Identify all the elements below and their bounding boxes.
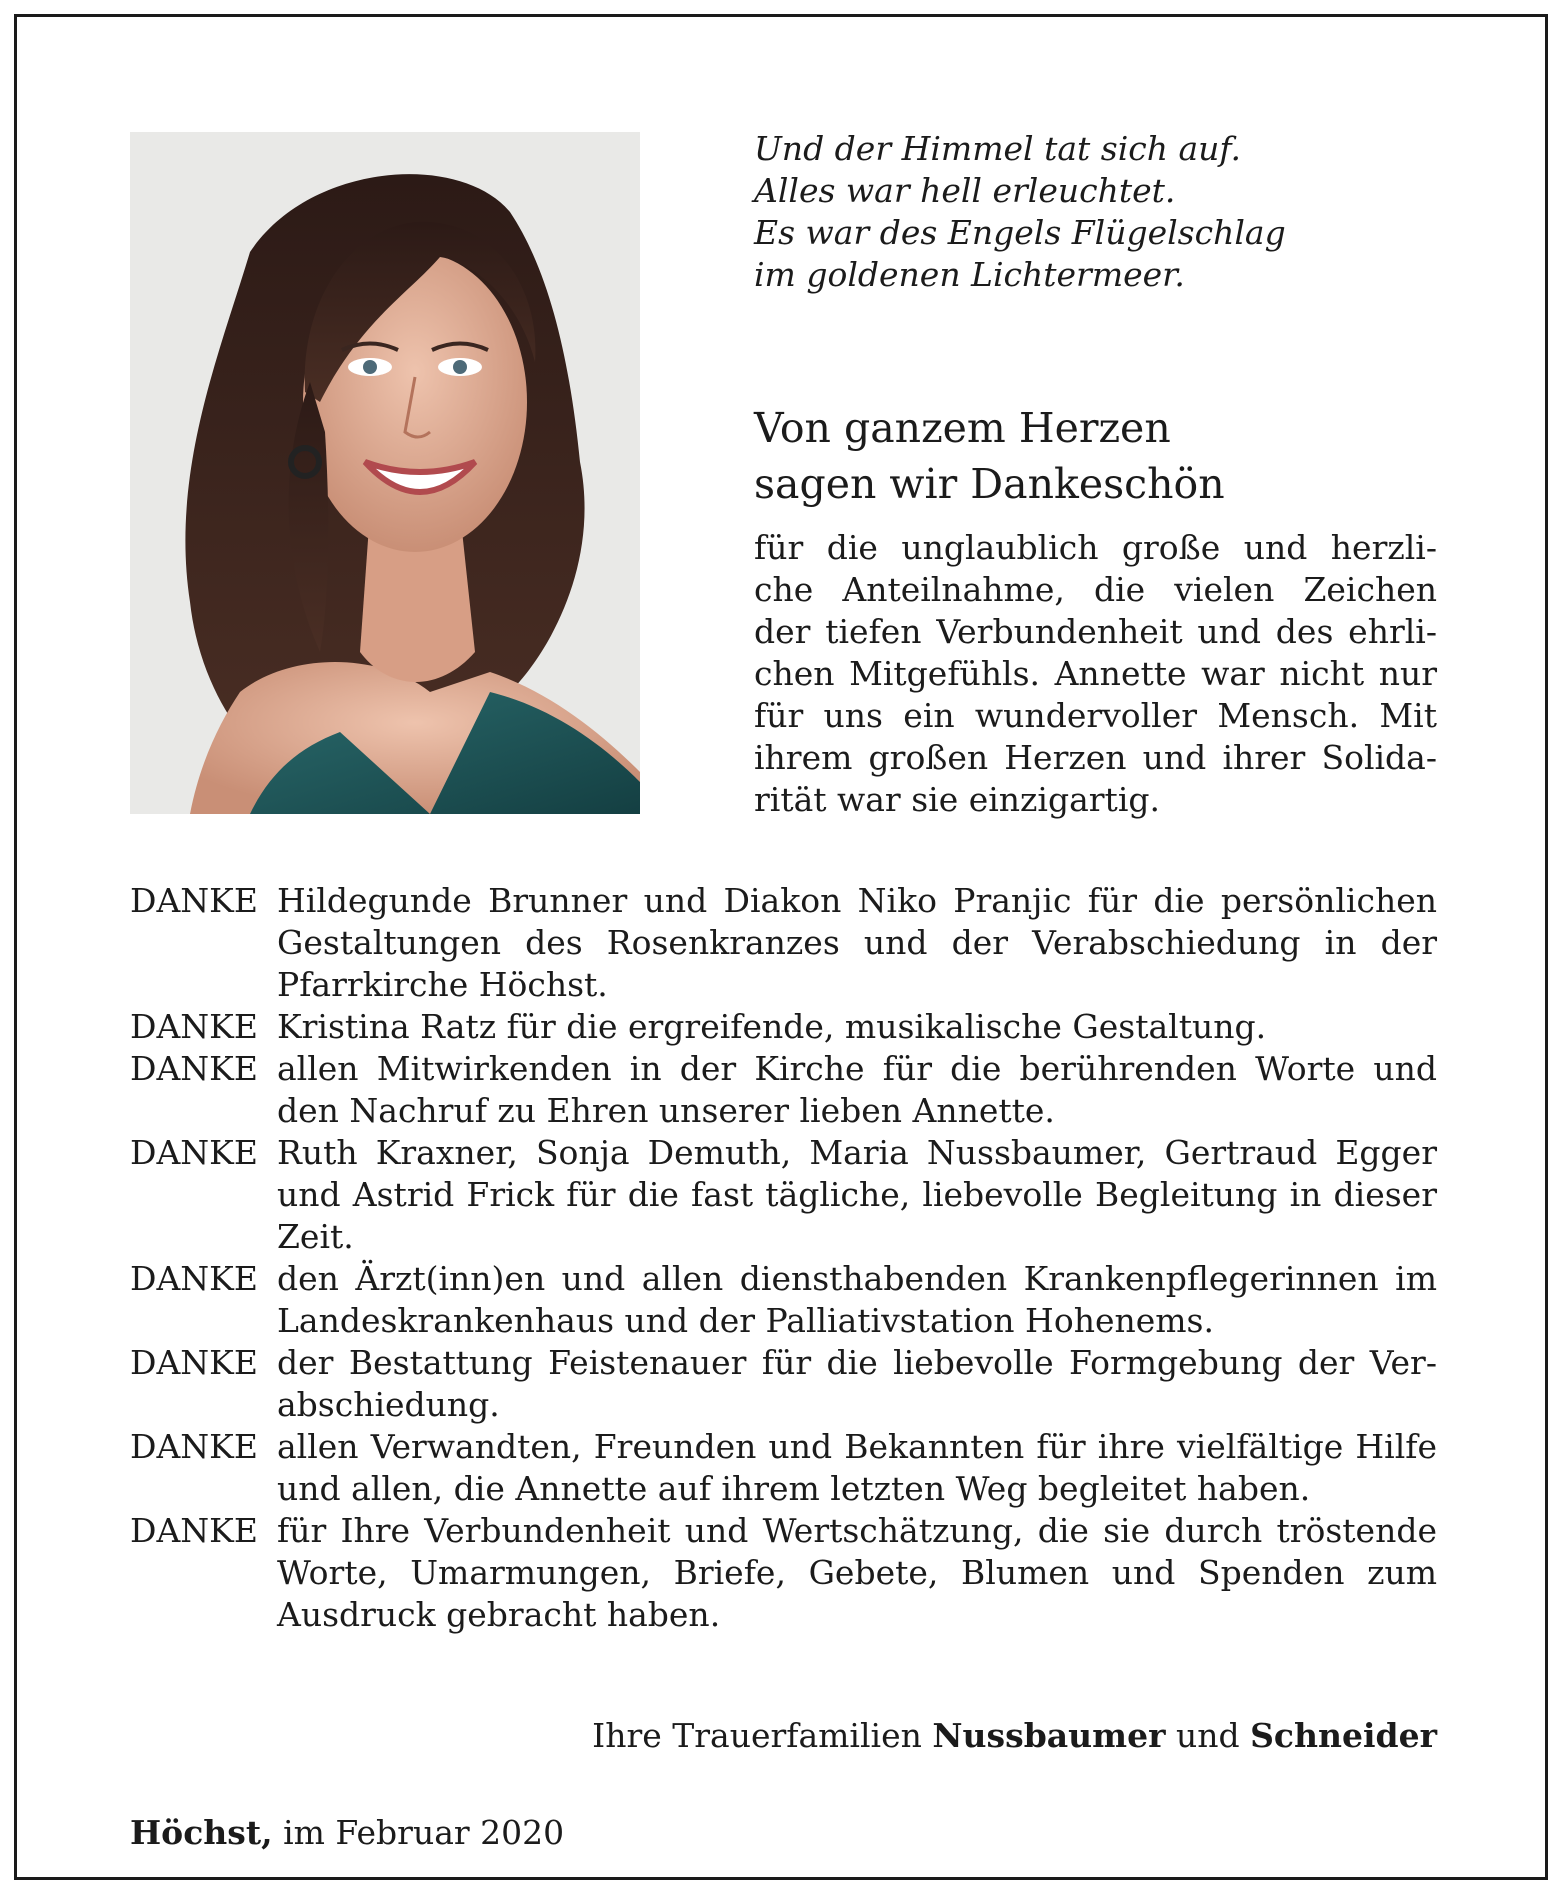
- thanks-line: Zeit.: [277, 1217, 354, 1256]
- thanks-text: [277, 1006, 1437, 1048]
- thanks-line: Worte, Umarmungen, Briefe, Gebete, Blumen und Spenden zum: [277, 1553, 1437, 1592]
- thanks-text: [277, 1510, 1437, 1636]
- poem-line: Alles war hell erleuchtet.: [754, 171, 1176, 210]
- thanks-item: [130, 1426, 1437, 1510]
- thanks-item: [130, 880, 1437, 1006]
- portrait-photo: [130, 132, 640, 814]
- thanks-label: DANKE: [130, 881, 258, 920]
- thanks-line: den Nachruf zu Ehren unserer lieben Annette.: [277, 1091, 1055, 1130]
- intro-line: ihrem großen Herzen und ihrer Solida-: [754, 738, 1437, 777]
- thanks-label: DANKE: [130, 1133, 258, 1172]
- thanks-label: DANKE: [130, 1259, 258, 1298]
- place-date: [130, 1812, 564, 1854]
- intro-line: che Anteilnahme, die vielen Zeichen: [754, 570, 1437, 609]
- thanks-item: [130, 1006, 1437, 1048]
- heading-line: Von ganzem Herzen: [754, 404, 1171, 452]
- thanks-line: allen Mitwirkenden in der Kirche für die berührenden Worte und: [277, 1049, 1437, 1088]
- poem-line: Und der Himmel tat sich auf.: [754, 129, 1241, 168]
- thanks-text: [277, 1048, 1437, 1132]
- portrait-illustration: [130, 132, 640, 814]
- thanks-line: Gestaltungen des Rosenkranzes und der Verabschiedung in der: [277, 923, 1437, 962]
- thanks-list: [130, 880, 1437, 1636]
- thanks-text: [277, 1132, 1437, 1258]
- thanks-line: Landeskrankenhaus und der Palliativstation Hohenems.: [277, 1301, 1214, 1340]
- thanks-line: Hildegunde Brunner und Diakon Niko Pranjic für die persönlichen: [277, 881, 1437, 920]
- intro-line: für die unglaublich große und herzli-: [754, 528, 1437, 567]
- thanks-heading: [754, 400, 1225, 512]
- thanks-line: Kristina Ratz für die ergreifende, musikalische Gestaltung.: [277, 1007, 1267, 1046]
- thanks-text: [277, 1426, 1437, 1510]
- thanks-line: Ruth Kraxner, Sonja Demuth, Maria Nussbaumer, Gertraud Egger: [277, 1133, 1437, 1172]
- thanks-text: [277, 1258, 1437, 1342]
- thanks-label: DANKE: [130, 1427, 258, 1466]
- thanks-label: DANKE: [130, 1007, 258, 1046]
- thanks-line: Pfarrkirche Höchst.: [277, 965, 608, 1004]
- intro-line: für uns ein wundervoller Mensch. Mit: [754, 696, 1437, 735]
- place-name: Höchst,: [130, 1813, 273, 1852]
- heading-line: sagen wir Dankeschön: [754, 460, 1225, 508]
- intro-paragraph: [754, 527, 1437, 821]
- poem-line: im goldenen Lichtermeer.: [754, 255, 1185, 294]
- thanks-item: [130, 1048, 1437, 1132]
- signature-prefix: Ihre Trauerfamilien: [592, 1716, 922, 1755]
- thanks-line: für Ihre Verbundenheit und Wertschätzung, die sie durch tröstende: [277, 1511, 1437, 1550]
- intro-line: rität war sie einzigartig.: [754, 780, 1160, 819]
- family-signature: [592, 1715, 1437, 1757]
- thanks-line: und allen, die Annette auf ihrem letzten Weg begleitet haben.: [277, 1469, 1311, 1508]
- thanks-text: [277, 880, 1437, 1006]
- thanks-line: den Ärzt(inn)en und allen diensthabenden Krankenpflegerinnen im: [277, 1259, 1437, 1298]
- thanks-line: und Astrid Frick für die fast tägliche, liebevolle Begleitung in dieser: [277, 1175, 1437, 1214]
- thanks-line: allen Verwandten, Freunden und Bekannten für ihre vielfältige Hilfe: [277, 1427, 1437, 1466]
- poem: [754, 128, 1286, 296]
- thanks-label: DANKE: [130, 1049, 258, 1088]
- thanks-item: [130, 1342, 1437, 1426]
- thanks-line: abschiedung.: [277, 1385, 500, 1424]
- poem-line: Es war des Engels Flügelschlag: [754, 213, 1286, 252]
- thanks-label: DANKE: [130, 1511, 258, 1550]
- date-text: im Februar 2020: [283, 1813, 565, 1852]
- thanks-line: der Bestattung Feistenauer für die liebevolle Formgebung der Ver-: [277, 1343, 1437, 1382]
- signature-joiner: und: [1175, 1716, 1240, 1755]
- thanks-item: [130, 1258, 1437, 1342]
- thanks-item: [130, 1132, 1437, 1258]
- thanks-text: [277, 1342, 1437, 1426]
- intro-line: der tiefen Verbundenheit und des ehrli-: [754, 612, 1437, 651]
- intro-line: chen Mitgefühls. Annette war nicht nur: [754, 654, 1437, 693]
- signature-family-2: Schneider: [1250, 1716, 1437, 1755]
- thanks-label: DANKE: [130, 1343, 258, 1382]
- signature-family-1: Nussbaumer: [932, 1716, 1166, 1755]
- thanks-item: [130, 1510, 1437, 1636]
- thanks-line: Ausdruck gebracht haben.: [277, 1595, 721, 1634]
